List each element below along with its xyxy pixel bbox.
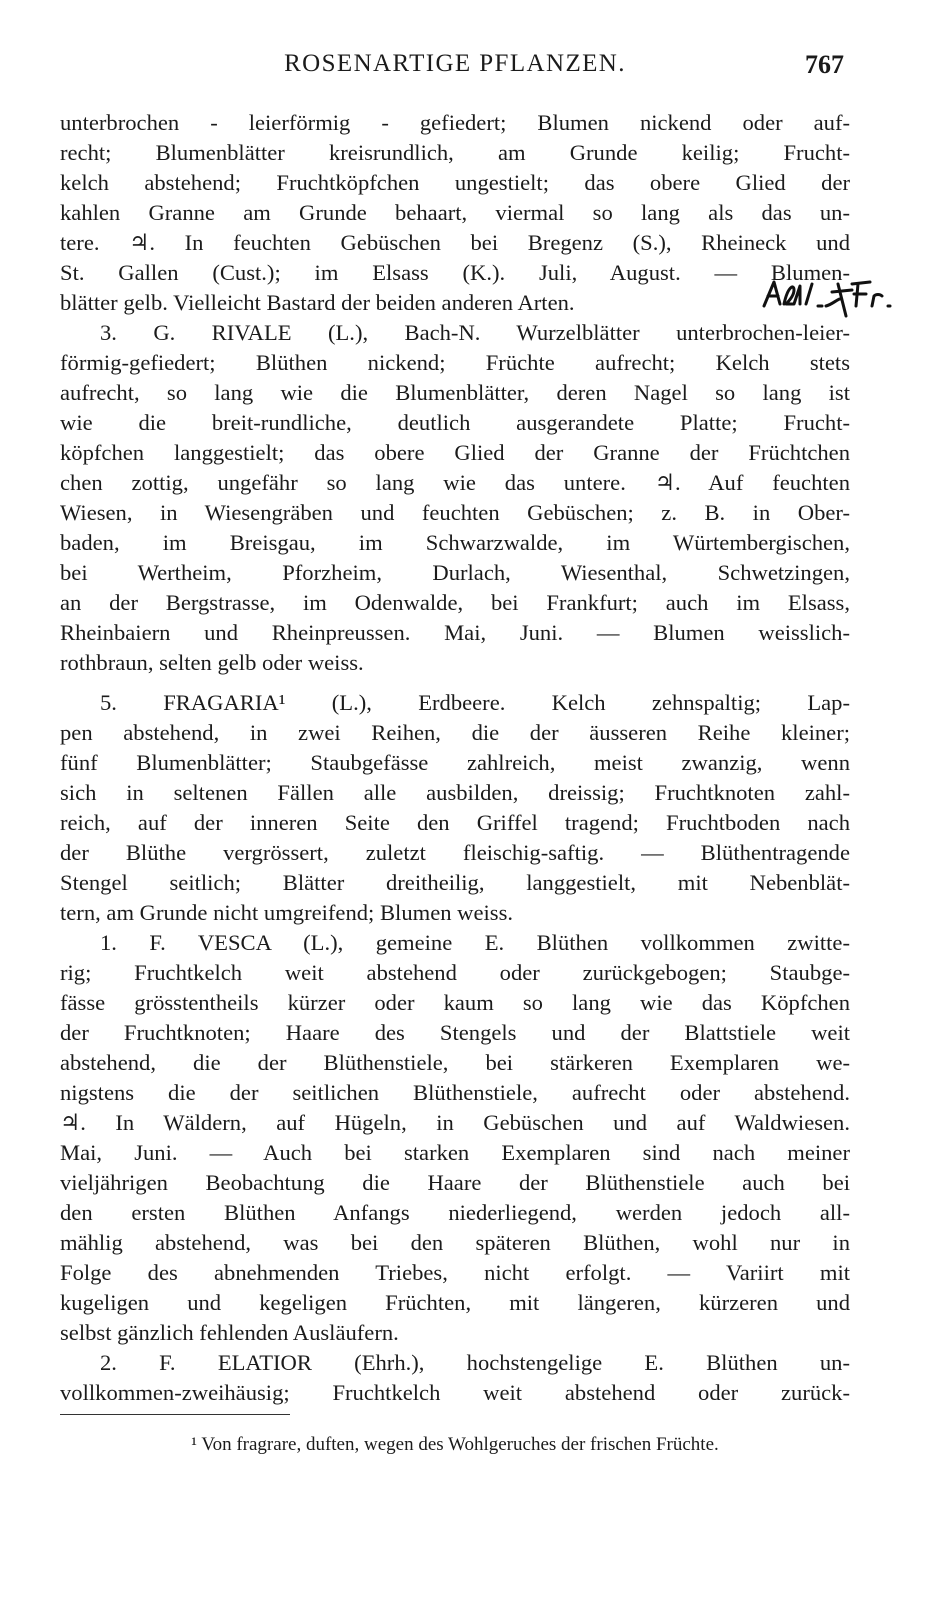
text-line: vieljährigen Beobachtung die Haare der Blüthenstiele auch bei bbox=[60, 1170, 850, 1195]
text-line: fässe grösstentheils kürzer oder kaum so lang wie das Köpfchen bbox=[60, 990, 850, 1015]
text-line: bei Wertheim, Pforzheim, Durlach, Wiesenthal, Schwetzingen, bbox=[60, 560, 850, 585]
text-line: nigstens die der seitlichen Blüthenstiele, aufrecht oder abstehend. bbox=[60, 1080, 850, 1105]
text-line: köpfchen langgestielt; das obere Glied der Granne der Früchtchen bbox=[60, 440, 850, 465]
species-heading-line: 1. F. VESCA (L.), gemeine E. Blüthen vollkommen zwitte- bbox=[100, 930, 850, 955]
footnote-rule bbox=[60, 1414, 290, 1415]
text-line: blätter gelb. Vielleicht Bastard der beiden anderen Arten. bbox=[60, 290, 575, 315]
text-line: der Fruchtknoten; Haare des Stengels und der Blattstiele weit bbox=[60, 1020, 850, 1045]
species-heading-line bbox=[60, 928, 850, 958]
text-line: Mai, Juni. — Auch bei starken Exemplaren sind nach meiner bbox=[60, 1140, 850, 1165]
page-number: 767 bbox=[805, 50, 844, 79]
text-line: sich in seltenen Fällen alle ausbilden, dreissig; Fruchtknoten zahl- bbox=[60, 780, 850, 805]
text-line: kelch abstehend; Fruchtköpfchen ungestielt; das obere Glied der bbox=[60, 170, 850, 195]
text-line: mählig abstehend, was bei den späteren Blüthen, wohl nur in bbox=[60, 1230, 850, 1255]
text-line: förmig-gefiedert; Blüthen nickend; Früchte aufrecht; Kelch stets bbox=[60, 350, 850, 375]
species-heading-line: 2. F. ELATIOR (Ehrh.), hochstengelige E. Blüthen un- bbox=[100, 1350, 850, 1375]
text-line: Rheinbaiern und Rheinpreussen. Mai, Juni. — Blumen weisslich- bbox=[60, 620, 850, 645]
text-line: rig; Fruchtkelch weit abstehend oder zurückgebogen; Staubge- bbox=[60, 960, 850, 985]
text-line: den ersten Blüthen Anfangs niederliegend, werden jedoch all- bbox=[60, 1200, 850, 1225]
text-line: St. Gallen (Cust.); im Elsass (K.). Juli, August. — Blumen- bbox=[60, 260, 850, 285]
text-line: ♃. In Wäldern, auf Hügeln, in Gebüschen und auf Waldwiesen. bbox=[60, 1110, 850, 1135]
text-line: an der Bergstrasse, im Odenwalde, bei Frankfurt; auch im Elsass, bbox=[60, 590, 850, 615]
species-heading-line: 3. G. RIVALE (L.), Bach-N. Wurzelblätter unterbrochen-leier- bbox=[100, 320, 850, 345]
species-heading-line bbox=[60, 1348, 850, 1378]
handwritten-annotation-icon bbox=[760, 276, 896, 320]
footnote: ¹ Von fragrare, duften, wegen des Wohlgeruches der frischen Früchte. bbox=[191, 1434, 719, 1455]
text-line: abstehend, die der Blüthenstiele, bei stärkeren Exemplaren we- bbox=[60, 1050, 850, 1075]
species-heading-line bbox=[60, 318, 850, 348]
genus-heading-line: 5. FRAGARIA¹ (L.), Erdbeere. Kelch zehnspaltig; Lap- bbox=[100, 690, 850, 715]
text-line: aufrecht, so lang wie die Blumenblätter, deren Nagel so lang ist bbox=[60, 380, 850, 405]
text-line: recht; Blumenblätter kreisrundlich, am Grunde keilig; Frucht- bbox=[60, 140, 850, 165]
text-line: vollkommen-zweihäusig; Fruchtkelch weit abstehend oder zurück- bbox=[60, 1378, 850, 1408]
text-line: Stengel seitlich; Blätter dreitheilig, langgestielt, mit Nebenblät- bbox=[60, 870, 850, 895]
page-header bbox=[60, 50, 850, 86]
text-line: tere. ♃. In feuchten Gebüschen bei Bregenz (S.), Rheineck und bbox=[60, 230, 850, 255]
text-line: fünf Blumenblätter; Staubgefässe zahlreich, meist zwanzig, wenn bbox=[60, 750, 850, 775]
text-line: kahlen Granne am Grunde behaart, viermal so lang als das un- bbox=[60, 200, 850, 225]
text-line: unterbrochen - leierförmig - gefiedert; Blumen nickend oder auf- bbox=[60, 110, 850, 135]
text-line: chen zottig, ungefähr so lang wie das untere. ♃. Auf feuchten bbox=[60, 470, 850, 495]
text-line: selbst gänzlich fehlenden Ausläufern. bbox=[60, 1320, 399, 1345]
text-line: tern, am Grunde nicht umgreifend; Blumen weiss. bbox=[60, 900, 514, 925]
genus-heading-line bbox=[60, 688, 850, 718]
text-line: Wiesen, in Wiesengräben und feuchten Gebüschen; z. B. in Ober- bbox=[60, 500, 850, 525]
text-line: pen abstehend, in zwei Reihen, die der äusseren Reihe kleiner; bbox=[60, 720, 850, 745]
text-line: wie die breit-rundliche, deutlich ausgerandete Platte; Frucht- bbox=[60, 410, 850, 435]
text-line: Folge des abnehmenden Triebes, nicht erfolgt. — Variirt mit bbox=[60, 1260, 850, 1285]
text-line: kugeligen und kegeligen Früchten, mit längeren, kürzeren und bbox=[60, 1290, 850, 1315]
text-line: rothbraun, selten gelb oder weiss. bbox=[60, 650, 364, 675]
text-line: reich, auf der inneren Seite den Griffel tragend; Fruchtboden nach bbox=[60, 810, 850, 835]
text-line: baden, im Breisgau, im Schwarzwalde, im Würtembergischen, bbox=[60, 530, 850, 555]
text-line: der Blüthe vergrössert, zuletzt fleischig-saftig. — Blüthentragende bbox=[60, 840, 850, 865]
running-title: ROSENARTIGE PFLANZEN. bbox=[284, 50, 626, 77]
